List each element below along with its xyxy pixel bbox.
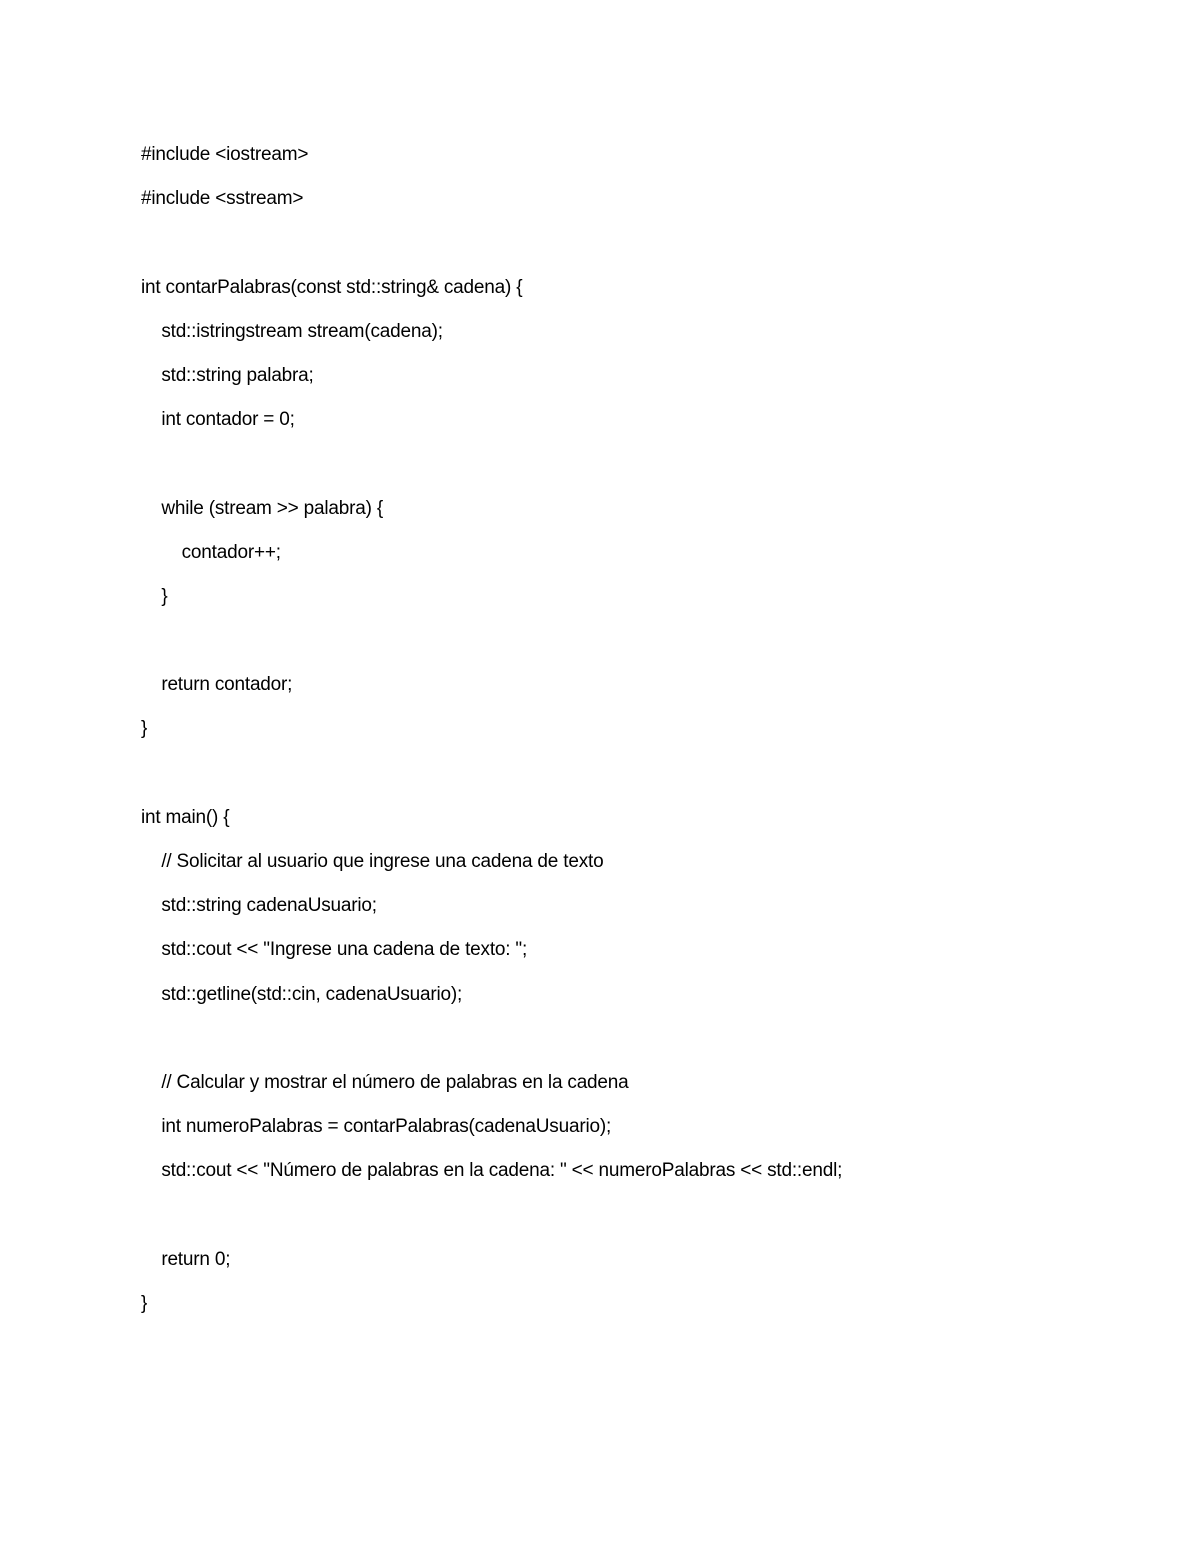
code-line: int numeroPalabras = contarPalabras(cadenaUsuario); [141,1116,612,1138]
code-listing [141,141,1101,1334]
code-line: int contador = 0; [141,409,295,431]
code-line: return contador; [141,674,293,696]
code-line: #include <sstream> [141,188,304,210]
code-line [141,1202,1101,1246]
code-line: int contarPalabras(const std::string& cadena) { [141,276,523,298]
code-line: } [141,1292,148,1314]
code-line: std::cout << "Ingrese una cadena de texto: "; [141,939,528,961]
code-line: } [141,718,148,740]
code-line [141,450,1101,494]
code-line: #include <iostream> [141,144,309,165]
code-line [141,1025,1101,1069]
code-line: std::string palabra; [141,364,314,386]
code-line: } [141,585,168,607]
code-line: contador++; [141,541,281,563]
code-line: std::cout << "Número de palabras en la cadena: " << numeroPalabras << std::endl; [141,1160,843,1182]
code-line [141,760,1101,804]
code-line: return 0; [141,1248,231,1270]
code-line: std::getline(std::cin, cadenaUsuario); [141,983,463,1005]
code-line [141,229,1101,273]
code-line: // Calcular y mostrar el número de palabras en la cadena [141,1071,629,1093]
code-line: // Solicitar al usuario que ingrese una cadena de texto [141,851,604,872]
code-line: while (stream >> palabra) { [141,497,383,519]
code-line: std::istringstream stream(cadena); [141,320,443,342]
code-line: std::string cadenaUsuario; [141,895,377,917]
code-line [141,627,1101,671]
code-line: int main() { [141,806,230,828]
